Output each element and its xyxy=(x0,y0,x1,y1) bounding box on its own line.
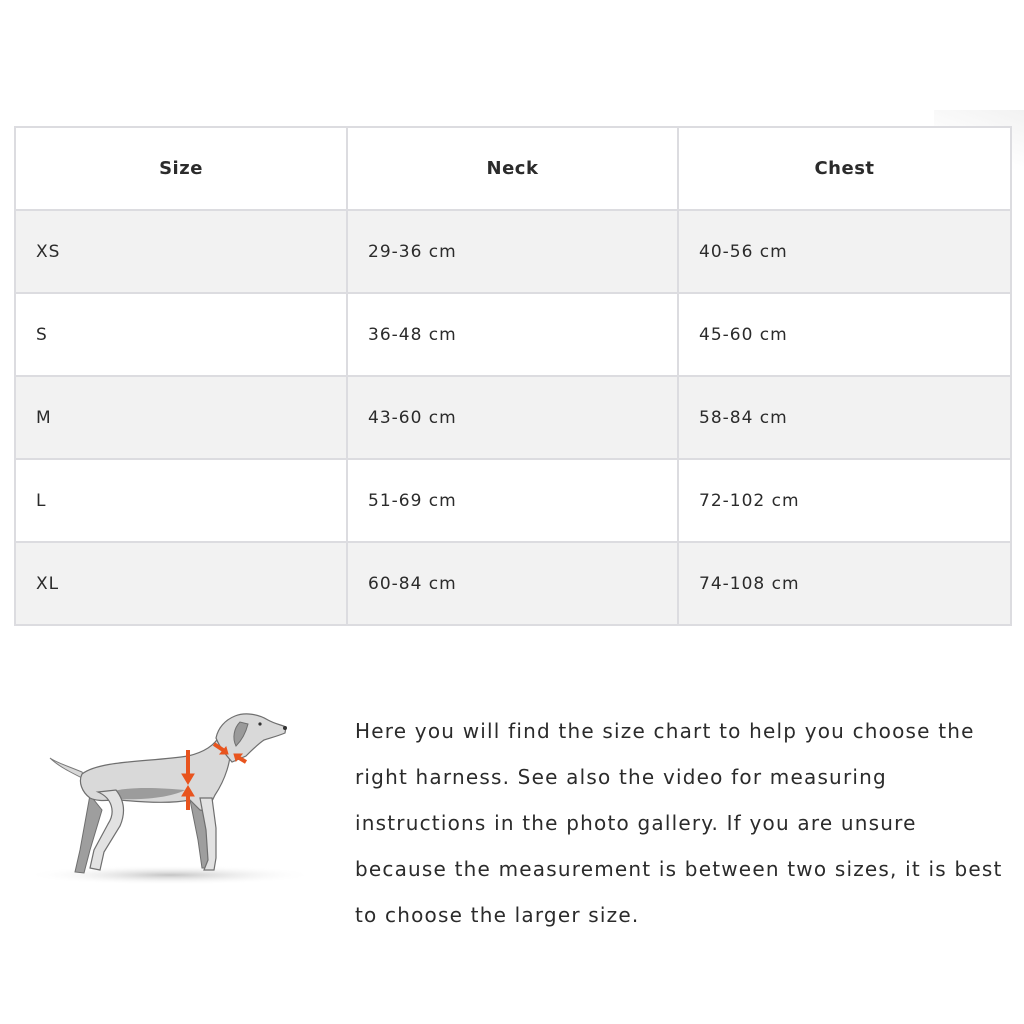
cell-neck: 43-60 cm xyxy=(347,376,678,459)
table-row xyxy=(15,542,1011,625)
cell-chest: 40-56 cm xyxy=(678,210,1011,293)
table-row xyxy=(15,376,1011,459)
cell-size: L xyxy=(15,459,347,542)
cell-chest: 72-102 cm xyxy=(678,459,1011,542)
table-row xyxy=(15,210,1011,293)
cell-size: XS xyxy=(15,210,347,293)
cell-neck: 60-84 cm xyxy=(347,542,678,625)
header-chest: Chest xyxy=(678,127,1011,210)
table-header-row xyxy=(15,127,1011,210)
dog-measurement-icon xyxy=(20,700,320,900)
size-chart-table xyxy=(14,126,1012,626)
cell-chest: 58-84 cm xyxy=(678,376,1011,459)
table-row xyxy=(15,293,1011,376)
cell-neck: 36-48 cm xyxy=(347,293,678,376)
info-paragraph: Here you will find the size chart to help you choose the right harness. See also the video for measuring instructions in the photo gallery. If you are unsure because the measurement is between two sizes, it is best to choose the larger size. xyxy=(355,719,1003,927)
header-size: Size xyxy=(15,127,347,210)
cell-chest: 45-60 cm xyxy=(678,293,1011,376)
cell-chest: 74-108 cm xyxy=(678,542,1011,625)
table-row xyxy=(15,459,1011,542)
cell-size: S xyxy=(15,293,347,376)
cell-neck: 29-36 cm xyxy=(347,210,678,293)
cell-neck: 51-69 cm xyxy=(347,459,678,542)
cell-size: XL xyxy=(15,542,347,625)
cell-size: M xyxy=(15,376,347,459)
header-neck: Neck xyxy=(347,127,678,210)
